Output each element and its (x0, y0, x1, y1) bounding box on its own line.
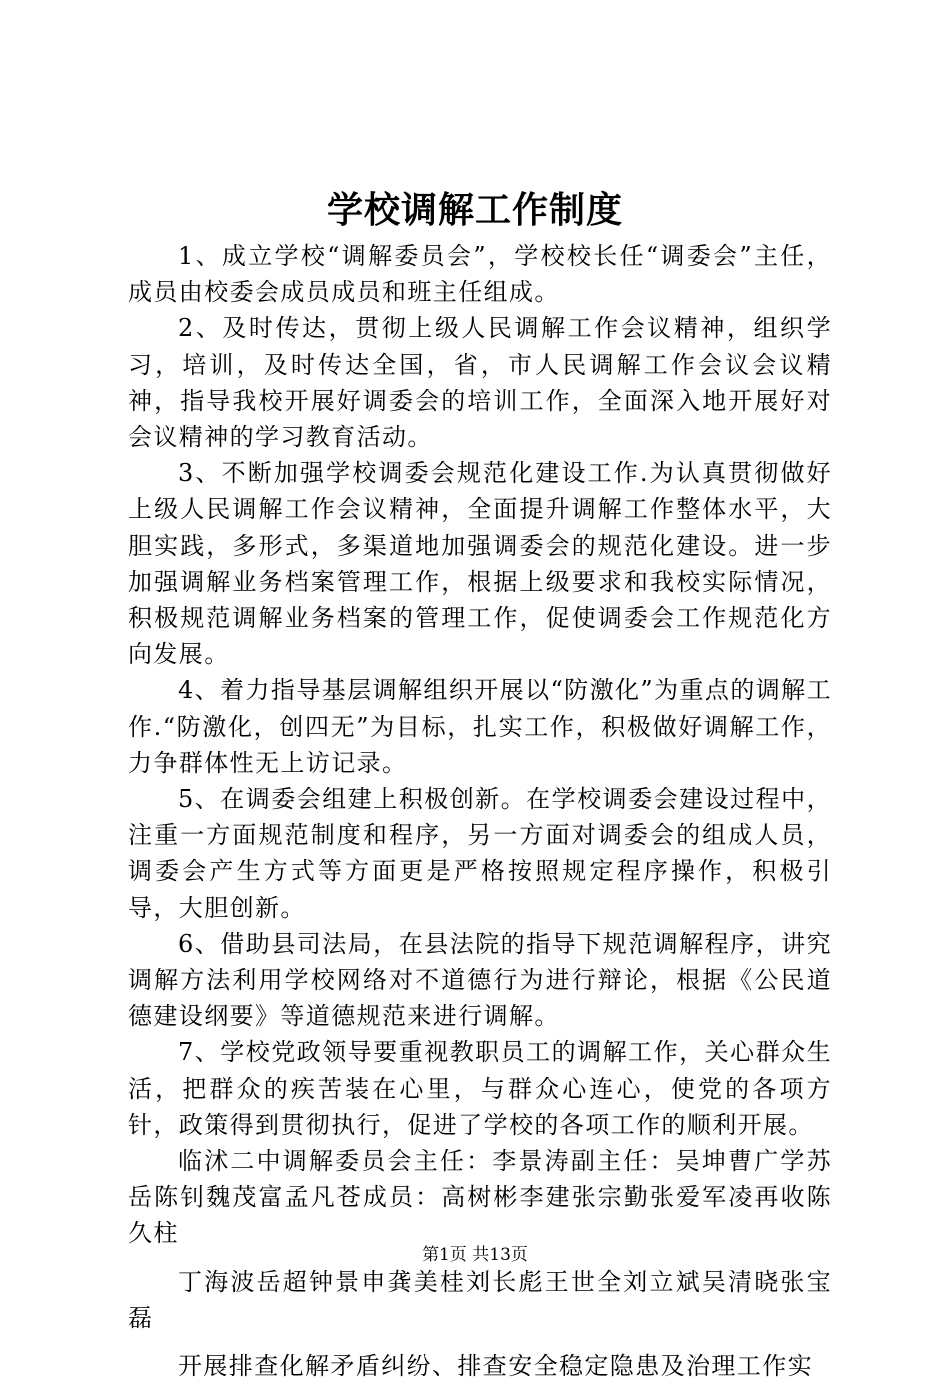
paragraph-2: 2、及时传达，贯彻上级人民调解工作会议精神，组织学习，培训，及时传达全国，省，市人民调解工作会议会议精神，指导我校开展好调委会的培训工作，全面深入地开展好对会议精神的学习教育活动。 (128, 314, 832, 452)
paragraph-6: 6、借助县司法局，在县法院的指导下规范调解程序，讲究调解方法利用学校网络对不道德行为进行辩论，根据《公民道德建设纲要》等道德规范来进行调解。 (128, 929, 832, 1031)
document-title: 学校调解工作制度 (326, 190, 623, 231)
closing-paragraph: 开展排查化解矛盾纠纷、排查安全稳定隐患及治理工作实 (178, 1352, 813, 1381)
paragraph-1: 1、成立学校“调解委员会”，学校校长任“调委会”主任，成员由校委会成员成员和班主任组成。 (128, 242, 832, 307)
paragraph-7: 7、学校党政领导要重视教职员工的调解工作，关心群众生活，把群众的疾苦装在心里，与群众心连心，使党的各项方针，政策得到贯彻执行，促进了学校的各项工作的顺利开展。 (128, 1038, 832, 1139)
page-footer: 第1页 共13页 (422, 1245, 528, 1265)
paragraph-5: 5、在调委会组建上积极创新。在学校调委会建设过程中，注重一方面规范制度和程序，另一方面对调委会的组成人员，调委会产生方式等方面更是严格按照规定程序操作，积极引导，大胆创新。 (128, 785, 832, 922)
document-body (128, 238, 832, 1384)
members-paragraph: 丁海波岳超钟景申龚美桂刘长彪王世全刘立斌吴清晓张宝磊 (128, 1267, 832, 1332)
paragraph-3: 3、不断加强学校调委会规范化建设工作.为认真贯彻做好上级人民调解工作会议精神，全面提升调解工作整体水平，大胆实践，多形式，多渠道地加强调委会的规范化建设。进一步加强调解业务档案管理工作，根据上级要求和我校实际情况，积极规范调解业务档案的管理工作，促使调委会工作规范化方向发展。 (128, 459, 832, 669)
paragraph-4: 4、着力指导基层调解组织开展以“防激化”为重点的调解工作.“防激化，创四无”为目标，扎实工作，积极做好调解工作，力争群体性无上访记录。 (128, 676, 832, 777)
committee-paragraph: 临沭二中调解委员会主任：李景涛副主任：吴坤曹广学苏岳陈钊魏茂富孟凡苍成员：高树彬李建张宗勤张爱军凌再收陈久柱 (128, 1147, 832, 1248)
